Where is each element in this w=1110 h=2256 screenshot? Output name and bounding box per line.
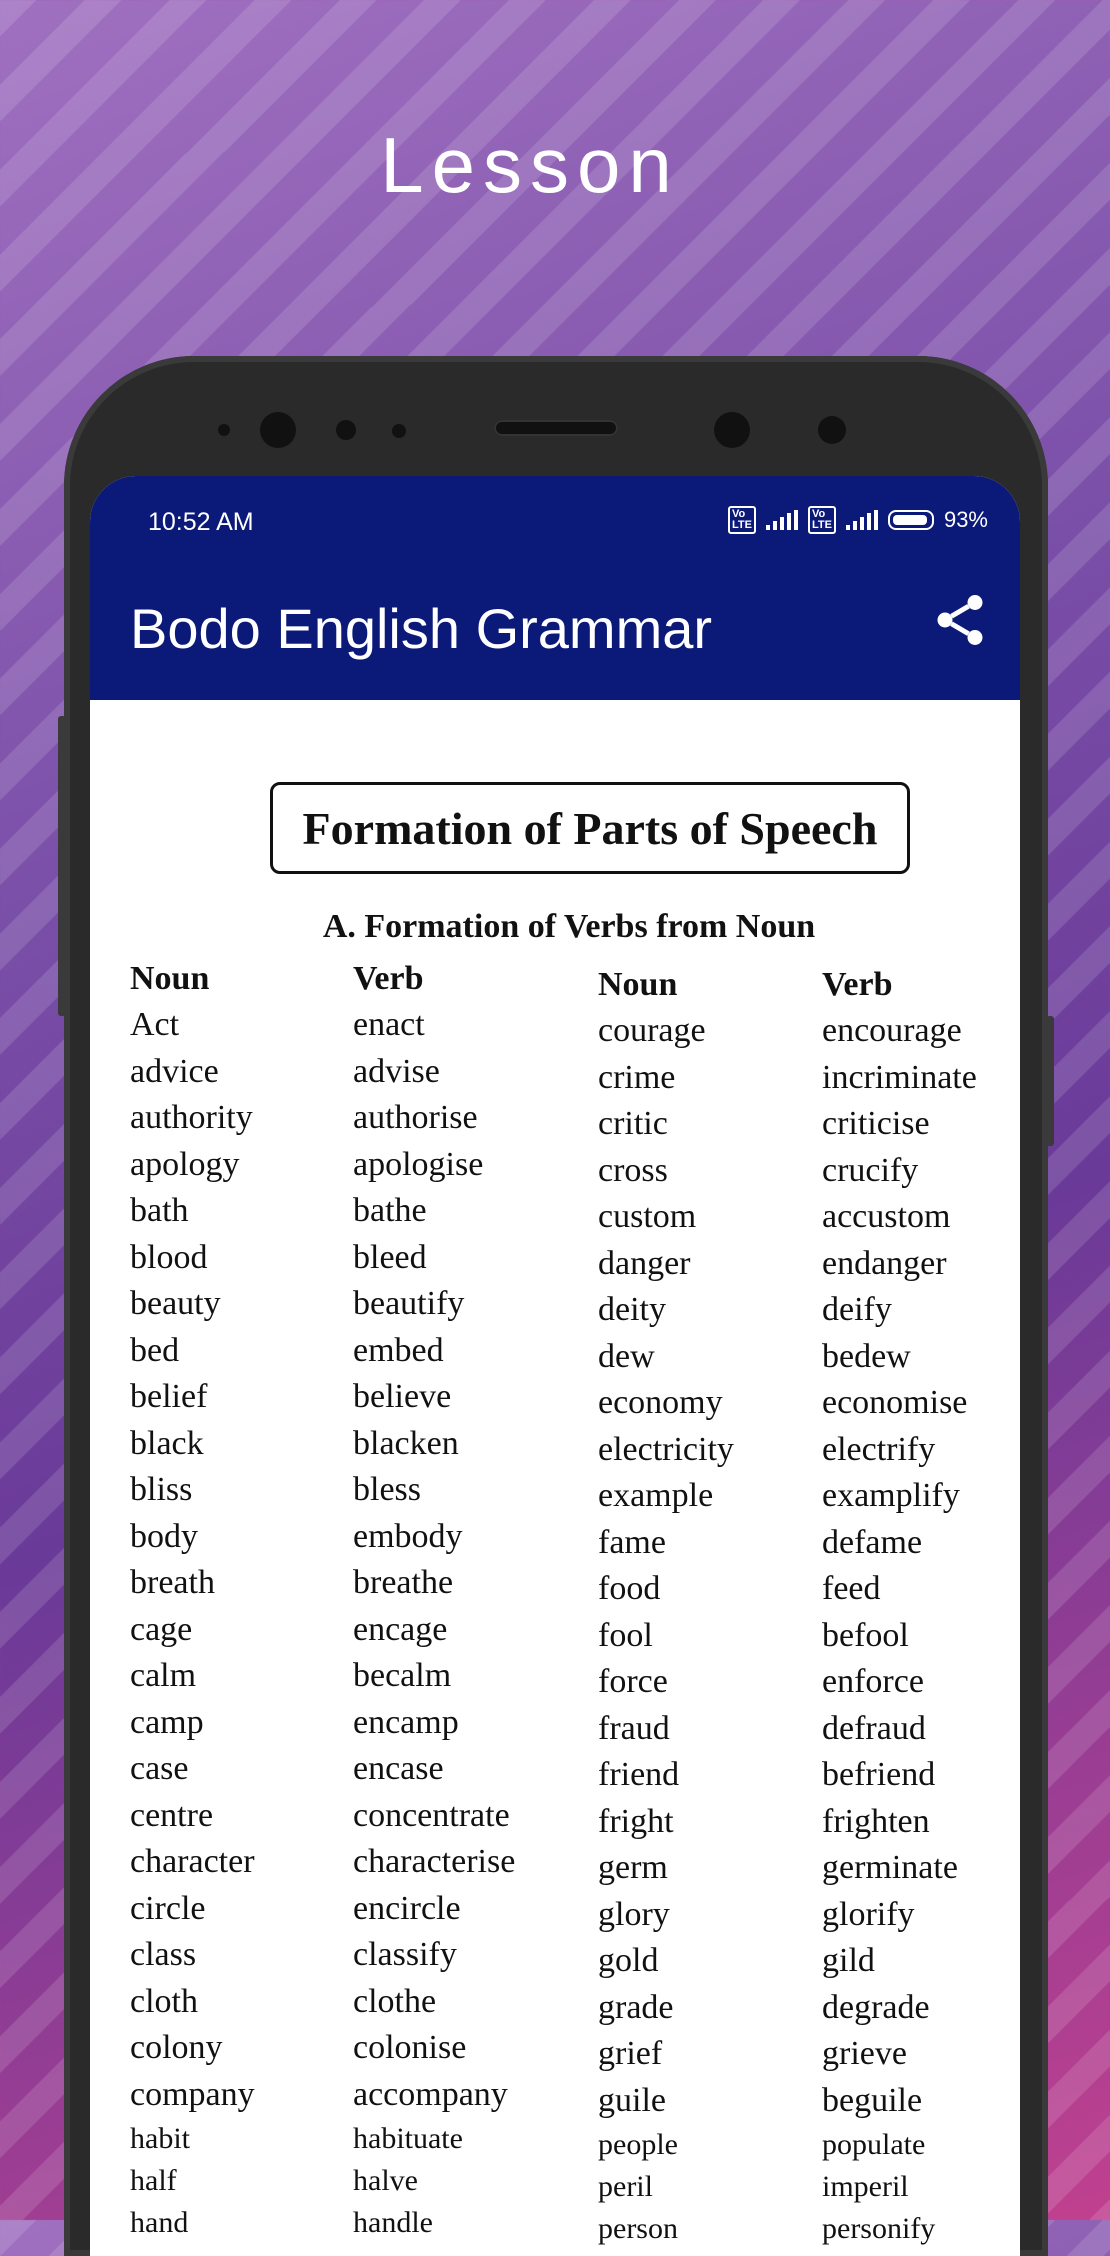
phone-side-button	[1046, 1016, 1054, 1146]
word-cell: centre	[130, 1796, 214, 1834]
front-camera-2	[714, 412, 750, 448]
word-cell: advise	[353, 1052, 440, 1090]
word-cell: accustom	[822, 1198, 951, 1235]
word-cell: critic	[598, 1105, 668, 1142]
verb-column-1	[353, 956, 515, 2244]
phone-screen	[90, 476, 1020, 2256]
word-cell: example	[598, 1477, 714, 1514]
word-cell: characterise	[353, 1843, 516, 1880]
word-cell: encamp	[353, 1703, 459, 1741]
word-cell: enact	[353, 1006, 425, 1043]
word-cell: halve	[353, 2164, 418, 2197]
word-cell: habituate	[353, 2122, 463, 2155]
column-header: Verb	[353, 960, 424, 997]
column-header: Verb	[822, 966, 893, 1003]
word-cell: bless	[353, 1471, 421, 1508]
word-cell: personify	[822, 2212, 936, 2245]
word-cell: imperil	[822, 2170, 909, 2203]
word-cell: grief	[598, 2035, 663, 2072]
word-cell: bleed	[353, 1238, 427, 1276]
word-cell: breath	[130, 1564, 215, 1601]
word-cell: glorify	[822, 1895, 915, 1933]
word-cell: deity	[598, 1291, 666, 1328]
word-cell: grade	[598, 1988, 674, 2026]
word-cell: cloth	[130, 1982, 198, 2020]
word-cell: breathe	[353, 1564, 454, 1601]
word-cell: electricity	[598, 1430, 734, 1468]
word-cell: encage	[353, 1610, 448, 1648]
word-cell: courage	[598, 1012, 706, 1049]
word-cell: economy	[598, 1384, 723, 1421]
word-cell: blacken	[353, 1424, 459, 1462]
word-cell: peril	[598, 2170, 653, 2203]
word-cell: befool	[822, 1616, 909, 1654]
word-cell: embed	[353, 1331, 444, 1369]
word-cell: gold	[598, 1942, 659, 1979]
word-cell: guile	[598, 2081, 666, 2119]
word-cell: encase	[353, 1750, 444, 1787]
word-cell: examplify	[822, 1477, 960, 1514]
sensor-dot	[336, 420, 356, 440]
column-header: Noun	[598, 966, 678, 1003]
word-cell: people	[598, 2128, 678, 2161]
noun-column-2	[598, 962, 734, 2250]
word-cell: half	[130, 2164, 177, 2197]
signal-icon	[766, 510, 798, 530]
word-cell: gild	[822, 1942, 875, 1979]
status-bar	[90, 476, 1020, 556]
battery-icon	[888, 510, 934, 530]
word-cell: classify	[353, 1936, 457, 1973]
phone-side-button	[58, 716, 66, 1016]
word-cell: cross	[598, 1151, 668, 1189]
phone-frame	[64, 356, 1048, 2256]
share-icon	[930, 590, 990, 650]
battery-percent: 93%	[943, 507, 988, 532]
word-cell: colony	[130, 2029, 223, 2066]
share-button[interactable]	[930, 590, 990, 650]
word-cell: bedew	[822, 1337, 911, 1375]
word-cell: handle	[353, 2206, 433, 2239]
word-cell: person	[598, 2212, 678, 2245]
word-cell: authorise	[353, 1099, 478, 1136]
word-cell: black	[130, 1424, 204, 1462]
volte-icon: Vo LTE	[728, 506, 756, 534]
word-cell: populate	[822, 2128, 926, 2161]
word-cell: fright	[598, 1802, 674, 1840]
word-cell: class	[130, 1936, 197, 1973]
lesson-heading: Formation of Parts of Speech	[270, 782, 910, 874]
word-cell: fraud	[598, 1709, 670, 1747]
noun-column-1	[130, 956, 255, 2244]
word-cell: glory	[598, 1895, 670, 1933]
word-cell: becalm	[353, 1657, 452, 1694]
word-cell: apology	[130, 1145, 240, 1183]
word-cell: fool	[598, 1616, 653, 1654]
word-cell: bed	[130, 1331, 180, 1369]
app-title: Bodo English Grammar	[130, 597, 713, 660]
word-cell: endanger	[822, 1244, 947, 1282]
volte-icon: Vo LTE	[808, 506, 836, 534]
word-cell: clothe	[353, 1982, 437, 2020]
word-cell: beauty	[130, 1285, 221, 1322]
lesson-subheading: A. Formation of Verbs from Noun	[322, 908, 816, 945]
word-cell: bathe	[353, 1192, 427, 1229]
word-cell: defame	[822, 1523, 923, 1561]
word-cell: body	[130, 1517, 198, 1555]
word-cell: degrade	[822, 1988, 930, 2026]
word-cell: crime	[598, 1058, 676, 1096]
word-cell: belief	[130, 1378, 208, 1415]
word-cell: beguile	[822, 2081, 923, 2119]
signal-icon	[846, 510, 878, 530]
word-cell: germ	[598, 1849, 668, 1886]
word-cell: defraud	[822, 1709, 926, 1747]
word-cell: befriend	[822, 1756, 936, 1793]
word-cell: dew	[598, 1337, 655, 1375]
word-cell: embody	[353, 1517, 463, 1555]
word-cell: character	[130, 1843, 255, 1880]
word-cell: incriminate	[822, 1058, 977, 1096]
promo-title: Lesson	[380, 121, 680, 209]
word-cell: encircle	[353, 1889, 461, 1927]
sensor-dot	[818, 416, 846, 444]
word-cell: advice	[130, 1052, 219, 1090]
word-cell: force	[598, 1663, 668, 1700]
word-cell: circle	[130, 1889, 206, 1927]
word-cell: authority	[130, 1099, 253, 1136]
front-camera	[260, 412, 296, 448]
word-cell: Act	[130, 1006, 180, 1043]
lesson-content[interactable]	[90, 700, 1020, 2256]
word-cell: hand	[130, 2206, 189, 2239]
sensor-dot	[218, 424, 230, 436]
word-cell: concentrate	[353, 1796, 510, 1834]
word-cell: crucify	[822, 1151, 919, 1189]
column-header: Noun	[130, 960, 210, 997]
word-cell: feed	[822, 1570, 881, 1607]
word-cell: beautify	[353, 1285, 465, 1322]
word-cell: encourage	[822, 1012, 962, 1049]
verb-column-2	[822, 962, 977, 2250]
status-time: 10:52 AM	[148, 508, 254, 536]
word-cell: calm	[130, 1657, 197, 1694]
word-cell: grieve	[822, 2035, 907, 2072]
word-cell: company	[130, 2075, 255, 2113]
sensor-dot	[392, 424, 406, 438]
word-cell: colonise	[353, 2029, 467, 2066]
word-cell: bath	[130, 1192, 189, 1229]
word-cell: camp	[130, 1703, 204, 1741]
word-cell: custom	[598, 1198, 697, 1235]
word-cell: enforce	[822, 1663, 924, 1700]
word-cell: economise	[822, 1384, 968, 1421]
word-cell: apologise	[353, 1145, 484, 1183]
status-icons	[728, 506, 988, 534]
word-cell: criticise	[822, 1105, 930, 1142]
word-cell: danger	[598, 1244, 691, 1282]
earpiece-speaker	[494, 420, 618, 436]
word-cell: habit	[130, 2122, 190, 2155]
word-cell: fame	[598, 1523, 666, 1561]
word-cell: deify	[822, 1291, 892, 1328]
word-cell: germinate	[822, 1849, 958, 1886]
word-cell: believe	[353, 1378, 452, 1415]
word-cell: blood	[130, 1238, 208, 1276]
word-cell: cage	[130, 1610, 193, 1648]
word-cell: case	[130, 1750, 189, 1787]
word-cell: accompany	[353, 2075, 508, 2113]
word-cell: food	[598, 1570, 661, 1607]
word-cell: electrify	[822, 1430, 936, 1468]
word-cell: friend	[598, 1756, 680, 1793]
word-cell: frighten	[822, 1802, 930, 1840]
word-cell: bliss	[130, 1471, 193, 1508]
app-bar	[90, 556, 1020, 700]
